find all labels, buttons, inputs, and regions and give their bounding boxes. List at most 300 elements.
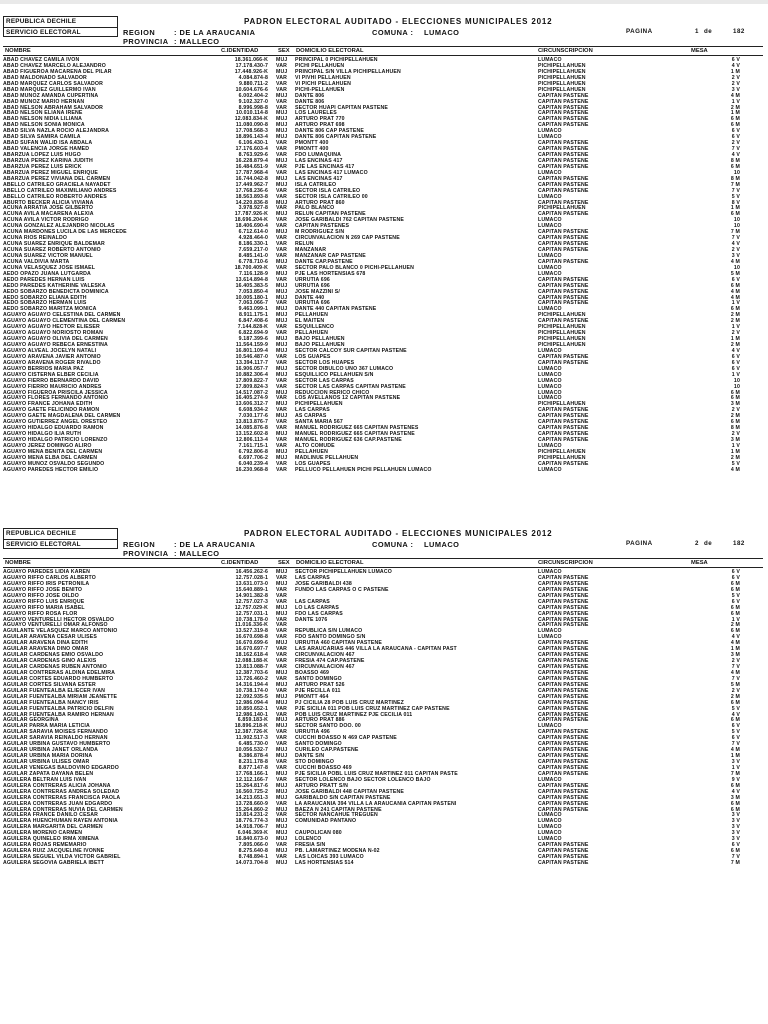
voter-sex: MUJ <box>276 699 288 706</box>
voter-sex: MUJ <box>276 110 288 117</box>
voter-name: AGUILERA CONTRERAS ANDREA SOLEDAD <box>3 788 120 795</box>
voter-domicilio: CIRCUNVALACION 467 <box>295 652 355 659</box>
voter-circunscripcion: LUMACO <box>538 628 562 635</box>
voter-id: 10.005.180-1 <box>235 294 268 301</box>
voter-sex: MUJ <box>276 318 288 325</box>
voter-domicilio: ARTURO PRAT 526 <box>295 681 345 688</box>
voter-mesa: 3 V <box>731 818 740 825</box>
voter-id: 8.186.330-1 <box>238 241 268 248</box>
voter-id: 10.546.487-0 <box>235 353 268 360</box>
voter-id: 8.386.878-4 <box>238 753 268 760</box>
voter-id: 7.116.128-9 <box>238 270 268 277</box>
voter-domicilio: BAJO PELLAHUEN <box>295 336 345 343</box>
voter-name: AGUAYO GUTIERREZ ANGEL ORESTEO <box>3 419 108 426</box>
voter-mesa: 6 V <box>731 569 740 575</box>
pagina-de: de <box>704 540 713 547</box>
voter-id: 7.659.217-0 <box>238 247 268 253</box>
voter-name: ACUÑA GONZALEZ ALEJANDRO NICOLAS <box>3 223 115 230</box>
voter-name: ACUÑA SUAREZ VICTOR MANUEL <box>3 252 93 259</box>
voter-name: AGUAYO AGUAYO CELESTINA DEL CARMEN <box>3 312 121 319</box>
voter-name: AEDO PAREDES KATHERINE VALESKA <box>3 282 106 289</box>
voter-circunscripcion: CAPITAN PASTENE <box>538 848 589 855</box>
voter-mesa: 1 V <box>731 98 740 105</box>
voter-id: 13.394.117-7 <box>235 359 268 366</box>
voter-circunscripcion: PICHIPELLAHUEN <box>538 401 586 408</box>
voter-id: 7.144.828-K <box>237 324 268 331</box>
voter-id: 12.806.113-4 <box>235 437 268 443</box>
voter-circunscripcion: CAPITAN PASTENE <box>538 681 589 688</box>
col-mesa: MESA <box>691 48 708 54</box>
voter-circunscripcion: LUMACO <box>538 389 562 396</box>
voter-name: ACUÑA RIOS REINALDO <box>3 235 68 242</box>
voter-mesa: 6 M <box>730 116 740 123</box>
voter-id: 8.275.640-8 <box>238 848 268 855</box>
voter-domicilio: LOLENCO <box>295 836 322 843</box>
voter-mesa: 6 V <box>731 735 740 742</box>
voter-domicilio: LO LAS CARPAS <box>295 604 339 611</box>
voter-name: ABELLO CATRILEO GRACIELA NAYADET <box>3 181 111 188</box>
voter-domicilio: LAS ENCINAS 417 LUMACO <box>295 169 368 176</box>
voter-name: AGUILAR CONTRERAS ALDINA EDELMIRA <box>3 669 116 676</box>
voter-name: ABAD MARQUEZ CARLOS SALVADOR <box>3 80 103 87</box>
voter-sex: MUJ <box>276 294 288 301</box>
voter-name: AGUILAR ARAVENA CESAR ULISES <box>3 634 97 641</box>
voter-id: 17.809.824-3 <box>235 383 268 390</box>
voter-sex: MUJ <box>276 723 288 730</box>
voter-circunscripcion: CAPITAN PASTENE <box>538 247 589 253</box>
voter-name: AGUAYO AGUAYO HECTOR ELIESER <box>3 324 100 331</box>
comuna-label: COMUNA : <box>372 540 414 549</box>
voter-id: 6.712.614-0 <box>238 229 268 236</box>
voter-name: AGUILERA CONTRERAS ALICIA JOHANA <box>3 782 111 789</box>
voter-circunscripcion: PICHIPELLAHUEN <box>538 324 586 331</box>
voter-name: AGUAYO HIDALGO EDUARDO RAMON <box>3 425 104 432</box>
voter-circunscripcion: CAPITAN PASTENE <box>538 764 589 771</box>
voter-circunscripcion: CAPITAN PASTENE <box>538 664 589 670</box>
voter-sex: MUJ <box>276 116 288 123</box>
voter-mesa: 3 V <box>731 830 740 837</box>
voter-domicilio: PJE SICILIA 011 POB LUIS CRUZ MARTINEZ CAP PASTENE <box>295 705 450 712</box>
voter-name: AGUAYO AGUAYO REBECA ERNESTINA <box>3 342 108 348</box>
voter-sex: VAR <box>276 264 288 271</box>
voter-circunscripcion: CAPITAN PASTENE <box>538 759 589 765</box>
voter-name: ACUÑA AVILA MACARENA ALEXIA <box>3 211 94 218</box>
voter-name: AGUAYO FIGUEROA PRISCILA JESSICA <box>3 389 108 396</box>
voter-sex: MUJ <box>276 68 288 75</box>
voter-domicilio: MANUEL RODRIGUEZ 665 CAPITAN PASTENE <box>295 431 415 438</box>
voter-id: 12.757.027-3 <box>235 598 268 605</box>
voter-circunscripcion: LUMACO <box>538 569 562 575</box>
voter-name: AGUAYO VENTURELLI HECTOR OSVALDO <box>3 616 115 623</box>
voter-domicilio: SECTOR CALCOY SUR CAPITAN PASTENE <box>295 347 407 354</box>
voter-sex: MUJ <box>276 859 288 866</box>
voter-name: AGUAYO HIDALGO ILIA RUTH <box>3 431 82 438</box>
voter-domicilio: DANTE 806 CAPITAN PASTENE <box>295 134 377 141</box>
voter-sex: MUJ <box>276 157 288 164</box>
voter-name: AGUAYO MENA BENITA DEL CARMEN <box>3 448 103 455</box>
voter-sex: VAR <box>276 98 288 105</box>
voter-mesa: 1 V <box>731 764 740 771</box>
voter-circunscripcion: LUMACO <box>538 217 562 224</box>
voter-circunscripcion: CAPITAN PASTENE <box>538 211 589 218</box>
col-domicilio: DOMICILIO ELECTORAL <box>296 48 364 54</box>
voter-sex: MUJ <box>276 806 288 813</box>
voter-domicilio: ESQUILLENCO <box>295 324 335 331</box>
col-cidentidad: C.IDENTIDAD <box>221 560 259 566</box>
voter-mesa: 6 V <box>731 353 740 360</box>
voter-domicilio: MANUEL RODRIGUEZ 636 CAP.PASTENE <box>295 437 402 443</box>
voter-mesa: 6 M <box>730 610 740 617</box>
voter-name: AGUILAR VENEGAS BALDOVINO EDGARDO <box>3 764 119 771</box>
voter-domicilio: URRUTIA 696 <box>295 300 330 307</box>
voter-mesa: 1 V <box>731 442 740 449</box>
voter-id: 7.805.066-0 <box>238 842 268 849</box>
voter-id: 14.901.382-8 <box>235 592 268 599</box>
voter-mesa: 10 <box>733 264 740 271</box>
voter-name: AGUILAR ARAVENA DINA EDITH <box>3 640 88 647</box>
voter-circunscripcion: PICHIPELLAHUEN <box>538 336 586 343</box>
col-circunscripcion: CIRCUNSCRIPCION <box>538 560 593 566</box>
voter-circunscripcion: CAPITAN PASTENE <box>538 318 589 325</box>
voter-mesa: 8 V <box>731 199 740 206</box>
voter-name: ABURTO BECKER ALICIA VIVIANA <box>3 199 94 206</box>
voter-mesa: 7 M <box>730 859 740 866</box>
voter-name: ABAD CHAVEZ CAMILA IVON <box>3 57 80 63</box>
voter-sex: MUJ <box>276 431 288 438</box>
voter-name: AGUILERA SEGOVIA GABRIELA IBETT <box>3 859 105 866</box>
voter-circunscripcion: CAPITAN PASTENE <box>538 604 589 611</box>
voter-name: AEDO SOBARZO MARITZA MONICA <box>3 306 97 313</box>
voter-sex: VAR <box>276 675 288 682</box>
voter-circunscripcion: LUMACO <box>538 169 562 176</box>
voter-mesa: 1 M <box>730 646 740 653</box>
voter-domicilio: PMONTT 464 <box>295 693 329 700</box>
pagina-total: 182 <box>733 28 745 35</box>
voter-id: 13.728.660-9 <box>235 800 268 807</box>
logo-republica: REPUBLICA DECHILE <box>4 17 117 28</box>
voter-sex: VAR <box>276 592 288 599</box>
voter-id: 9.463.099-1 <box>238 306 268 313</box>
voter-sex: VAR <box>276 407 288 414</box>
voter-domicilio: PELLAHUEN <box>295 312 329 319</box>
voter-name: AGUAYO PAREDES LIDIA KAREN <box>3 569 91 575</box>
voter-sex: MUJ <box>276 134 288 141</box>
voter-sex: MUJ <box>276 122 288 129</box>
voter-name: ABAD MUÑOZ MARIO HERNAN <box>3 98 85 105</box>
voter-domicilio: DANTE 440 <box>295 294 325 301</box>
voter-id: 18.162.618-4 <box>235 652 268 659</box>
voter-name: AGUILAR ARAVENA DINO OMAR <box>3 646 89 653</box>
voter-circunscripcion: CAPITAN PASTENE <box>538 425 589 432</box>
voter-mesa: 2 V <box>731 80 740 87</box>
voter-sex: MUJ <box>276 669 288 676</box>
voter-domicilio: PICHI-PELLAHUEN <box>295 86 345 93</box>
voter-mesa: 4 V <box>731 711 740 718</box>
voter-mesa: 5 V <box>731 729 740 736</box>
voter-sex: VAR <box>276 598 288 605</box>
voter-name: AGUILERA ROJAS REMEMARIO <box>3 842 87 849</box>
voter-id: 16.906.057-7 <box>235 365 268 372</box>
voter-domicilio: ARTURO PRAT 770 <box>295 116 345 123</box>
voter-mesa: 7 M <box>730 181 740 188</box>
voter-circunscripcion: CAPITAN PASTENE <box>538 794 589 801</box>
voter-id: 12.387.703-6 <box>235 669 268 676</box>
voter-mesa: 2 V <box>731 407 740 414</box>
voter-id: 6.859.183-K <box>237 717 268 724</box>
provincia-label: PROVINCIA <box>123 549 169 558</box>
voter-mesa: 4 M <box>730 640 740 647</box>
voter-circunscripcion: CAPITAN PASTENE <box>538 711 589 718</box>
voter-sex: VAR <box>276 247 288 253</box>
voter-domicilio: PICHIPELLAHUEN <box>295 401 343 408</box>
voter-id: 13.614.894-8 <box>235 276 268 283</box>
voter-circunscripcion: CAPITAN PASTENE <box>538 800 589 807</box>
voter-mesa: 4 V <box>731 788 740 795</box>
voter-mesa: 7 M <box>730 229 740 236</box>
voter-name: AGUAYO MENA ELBA DEL CARMEN <box>3 454 98 461</box>
voter-mesa: 1 V <box>731 324 740 331</box>
voter-id: 12.757.029-K <box>234 604 268 611</box>
voter-mesa: 5 V <box>731 460 740 467</box>
voter-domicilio: CURILEO CAP.PASTENE <box>295 747 359 754</box>
voter-id: 8.763.929-6 <box>238 152 268 158</box>
voter-id: 17.768.236-6 <box>235 187 268 194</box>
voter-name: ABELLO CATRILEO MAXIMILIANO ANDRES <box>3 187 117 194</box>
col-sex: SEX <box>278 560 290 566</box>
voter-id: 17.449.962-7 <box>235 181 268 188</box>
voter-sex: MUJ <box>276 371 288 378</box>
voter-id: 10.604.676-6 <box>235 86 268 93</box>
voter-sex: MUJ <box>276 401 288 408</box>
region-value: : DE LA ARAUCANIA <box>174 540 256 549</box>
voter-name: AGUAYO RIFFO JOSE OILDO <box>3 592 79 599</box>
voter-mesa: 8 M <box>730 425 740 432</box>
voter-circunscripcion: LUMACO <box>538 128 562 135</box>
voter-domicilio: LOS GUAPES <box>295 460 331 467</box>
voter-id: 8.748.894-1 <box>238 854 268 860</box>
voter-id: 18.361.066-K <box>234 57 268 63</box>
voter-table <box>3 569 763 866</box>
voter-sex: MUJ <box>276 604 288 611</box>
voter-name: ABAD MUÑOZ AMANDA CUPERTINA <box>3 92 99 99</box>
voter-mesa: 4 M <box>730 258 740 265</box>
voter-domicilio: PB. LAMARTINEZ MODENA N-02 <box>295 848 380 855</box>
voter-circunscripcion: PICHIPELLAHUEN <box>538 74 586 81</box>
voter-id: 11.564.159-9 <box>235 342 268 348</box>
voter-domicilio: CAPITAN PASTENES <box>295 223 350 230</box>
voter-mesa: 2 V <box>731 330 740 337</box>
voter-domicilio: PALO BLANCO <box>295 205 335 212</box>
voter-name: AGUAYO AGUAYO OLIVIA DEL CARMEN <box>3 336 108 343</box>
voter-sex: VAR <box>276 812 288 819</box>
voter-circunscripcion: CAPITAN PASTENE <box>538 753 589 760</box>
provincia-label: PROVINCIA <box>123 37 169 46</box>
voter-circunscripcion: CAPITAN PASTENE <box>538 110 589 117</box>
voter-mesa: 6 M <box>730 604 740 611</box>
voter-domicilio: ALTO COMUDE <box>295 442 335 449</box>
voter-mesa: 4 V <box>731 241 740 248</box>
voter-name: AGUILAR URBINA ULISES OMAR <box>3 759 90 765</box>
voter-domicilio: GARIBALDO S/N CAPITAN PASTENE <box>295 794 391 801</box>
voter-id: 10.738.178-0 <box>235 616 268 623</box>
voter-sex: MUJ <box>276 57 288 63</box>
pagina-de: de <box>704 28 713 35</box>
voter-id: 6.847.408-6 <box>238 318 268 325</box>
voter-name: ACUÑA MARDONES LUCILA DE LAS MERCEDE <box>3 229 127 236</box>
voter-mesa: 9 V <box>731 776 740 783</box>
voter-domicilio: SECTOR SANTO DOO. 00 <box>295 723 361 730</box>
voter-domicilio: SECTOR PICHIPELLAHUEN LUMACO <box>295 569 392 575</box>
voter-domicilio: LAS ENCINAS 417 <box>295 157 343 164</box>
voter-circunscripcion: CAPITAN PASTENE <box>538 413 589 420</box>
voter-sex: VAR <box>276 664 288 670</box>
voter-circunscripcion: CAPITAN PASTENE <box>538 669 589 676</box>
voter-name: ABARZUA LOPEZ LUIS HUGO <box>3 152 81 158</box>
voter-domicilio: DANTE S/N <box>295 753 325 760</box>
voter-sex: VAR <box>276 330 288 337</box>
voter-circunscripcion: CAPITAN PASTENE <box>538 806 589 813</box>
voter-sex: VAR <box>276 687 288 694</box>
voter-circunscripcion: LUMACO <box>538 270 562 277</box>
voter-domicilio: PMONTT 400 <box>295 146 329 153</box>
voter-mesa: 2 V <box>731 74 740 81</box>
voter-id: 11.080.090-8 <box>235 122 268 129</box>
voter-id: 16.484.651-9 <box>235 163 268 170</box>
voter-sex: VAR <box>276 86 288 93</box>
voter-id: 17.787.968-4 <box>235 169 268 176</box>
voter-mesa: 6 V <box>731 57 740 63</box>
voter-sex: MUJ <box>276 818 288 825</box>
voter-id: 3.978.927-8 <box>238 205 268 212</box>
voter-domicilio: URRUTIA 696 <box>295 276 330 283</box>
voter-id: 6.792.806-8 <box>238 448 268 455</box>
voter-id: 13.814.231-2 <box>235 812 268 819</box>
voter-circunscripcion: LUMACO <box>538 365 562 372</box>
voter-circunscripcion: CAPITAN PASTENE <box>538 175 589 182</box>
voter-id: 17.809.822-7 <box>235 377 268 384</box>
voter-id: 16.801.109-4 <box>235 347 268 354</box>
voter-id: 18.696.204-K <box>234 217 268 224</box>
voter-name: AGUILAR GEORGINA <box>3 717 59 724</box>
voter-domicilio: RELUN CAPITAN PASTENE <box>295 211 366 218</box>
voter-domicilio: DANTE 806 CAP PASTENE <box>295 128 364 135</box>
voter-id: 6.778.710-6 <box>238 258 268 265</box>
voter-id: 17.708.568-3 <box>235 128 268 135</box>
voter-circunscripcion: LUMACO <box>538 57 562 63</box>
voter-domicilio: LOS AVELLANOS 12 CAPITAN PASTENE <box>295 395 401 402</box>
voter-mesa: 8 M <box>730 157 740 164</box>
voter-name: ABAD SILVA NAZLA ROCIO ALEJANDRA <box>3 128 110 135</box>
voter-circunscripcion: CAPITAN PASTENE <box>538 157 589 164</box>
voter-name: ACUÑA VALDIVIA MARTA <box>3 258 70 265</box>
voter-domicilio: PJE RECILLA 011 <box>295 687 341 694</box>
voter-domicilio: SANTO DOMINGO <box>295 741 342 748</box>
voter-name: ACUÑA AVILA VICTOR RODRIGO <box>3 217 89 224</box>
voter-name: AGUILERA CONTRERAS JUAN EDGARDO <box>3 800 113 807</box>
voter-mesa: 2 V <box>731 431 740 438</box>
voter-id: 16.405.274-9 <box>235 395 268 402</box>
voter-sex: MUJ <box>276 270 288 277</box>
voter-circunscripcion: CAPITAN PASTENE <box>538 687 589 694</box>
voter-circunscripcion: LUMACO <box>538 723 562 730</box>
voter-circunscripcion: CAPITAN PASTENE <box>538 610 589 617</box>
voter-sex: MUJ <box>276 306 288 313</box>
voter-circunscripcion: LUMACO <box>538 442 562 449</box>
voter-circunscripcion: CAPITAN PASTENE <box>538 294 589 301</box>
voter-mesa: 4 V <box>731 634 740 641</box>
voter-circunscripcion: CAPITAN PASTENE <box>538 116 589 123</box>
voter-sex: VAR <box>276 217 288 224</box>
voter-domicilio: SECTOR NANCAHUE TREGUEN <box>295 812 378 819</box>
voter-domicilio: LAS CARPAS <box>295 574 330 581</box>
voter-mesa: 6 M <box>730 586 740 593</box>
voter-circunscripcion: CAPITAN PASTENE <box>538 241 589 248</box>
voter-sex: VAR <box>276 140 288 147</box>
voter-id: 14.085.876-8 <box>235 425 268 432</box>
voter-sex: MUJ <box>276 92 288 99</box>
voter-sex: VAR <box>276 419 288 426</box>
voter-mesa: 4 V <box>731 62 740 69</box>
voter-name: ABAD SUFAN WALID ISA ABDALA <box>3 140 93 147</box>
voter-mesa: 2 M <box>730 312 740 319</box>
voter-id: 12.387.726-K <box>234 729 268 736</box>
voter-circunscripcion: CAPITAN PASTENE <box>538 574 589 581</box>
voter-mesa: 3 V <box>731 252 740 259</box>
voter-id: 7.030.177-6 <box>238 413 268 420</box>
voter-circunscripcion: CAPITAN PASTENE <box>538 717 589 724</box>
voter-name: AEDO SOBARZO BENEDICTA DOMINICA <box>3 288 109 295</box>
voter-id: 17.787.926-K <box>234 211 268 218</box>
voter-circunscripcion: CAPITAN PASTENE <box>538 407 589 414</box>
voter-sex: MUJ <box>276 336 288 343</box>
voter-name: ABAD NELSON SONIA MONICA <box>3 122 85 129</box>
voter-circunscripcion: LUMACO <box>538 223 562 230</box>
voter-mesa: 6 M <box>730 389 740 396</box>
voter-id: 12.986.140-1 <box>235 711 268 718</box>
voter-domicilio: SECTOR LAS CARPAS <box>295 377 354 384</box>
voter-sex: MUJ <box>276 830 288 837</box>
voter-circunscripcion: CAPITAN PASTENE <box>538 640 589 647</box>
voter-sex: VAR <box>276 628 288 635</box>
voter-domicilio: RELUN <box>295 241 314 248</box>
voter-domicilio: REDUCCION RERICO CHICO <box>295 389 370 396</box>
voter-mesa: 7 V <box>731 664 740 670</box>
voter-circunscripcion: LUMACO <box>538 347 562 354</box>
voter-circunscripcion: CAPITAN PASTENE <box>538 735 589 742</box>
servel-logo-box <box>3 528 118 549</box>
voter-circunscripcion: CAPITAN PASTENE <box>538 431 589 438</box>
voter-circunscripcion: LUMACO <box>538 395 562 402</box>
voter-circunscripcion: CAPITAN PASTENE <box>538 842 589 849</box>
voter-domicilio: STO DOMINGO <box>295 759 335 765</box>
voter-name: AGUILAR CARDENAS EMIO OSVALDO <box>3 652 104 659</box>
voter-sex: MUJ <box>276 848 288 855</box>
voter-domicilio: MANZANAR CAP PASTENE <box>295 252 366 259</box>
voter-domicilio: PJ CICILIA 28 POB LUIS CRUZ MARTINEZ <box>295 699 404 706</box>
voter-id: 13.527.319-8 <box>235 628 268 635</box>
voter-name: AGUILAR FUENTEALBA ELIECER IVAN <box>3 687 106 694</box>
voter-domicilio: JOSE GARIBALDI 438 <box>295 580 352 587</box>
voter-domicilio: SANTA MARIA 567 <box>295 419 343 426</box>
voter-circunscripcion: PICHIPELLAHUEN <box>538 342 586 348</box>
pagina-total: 182 <box>733 540 745 547</box>
voter-mesa: 3 V <box>731 836 740 843</box>
voter-sex: VAR <box>276 634 288 641</box>
voter-domicilio: FRESIA 474 CAP.PASTENE <box>295 658 365 665</box>
voter-name: AGUILAR SARAVIA MOISES FERNANDO <box>3 729 108 736</box>
voter-mesa: 2 M <box>730 454 740 461</box>
voter-id: 9.880.711-2 <box>238 80 268 87</box>
